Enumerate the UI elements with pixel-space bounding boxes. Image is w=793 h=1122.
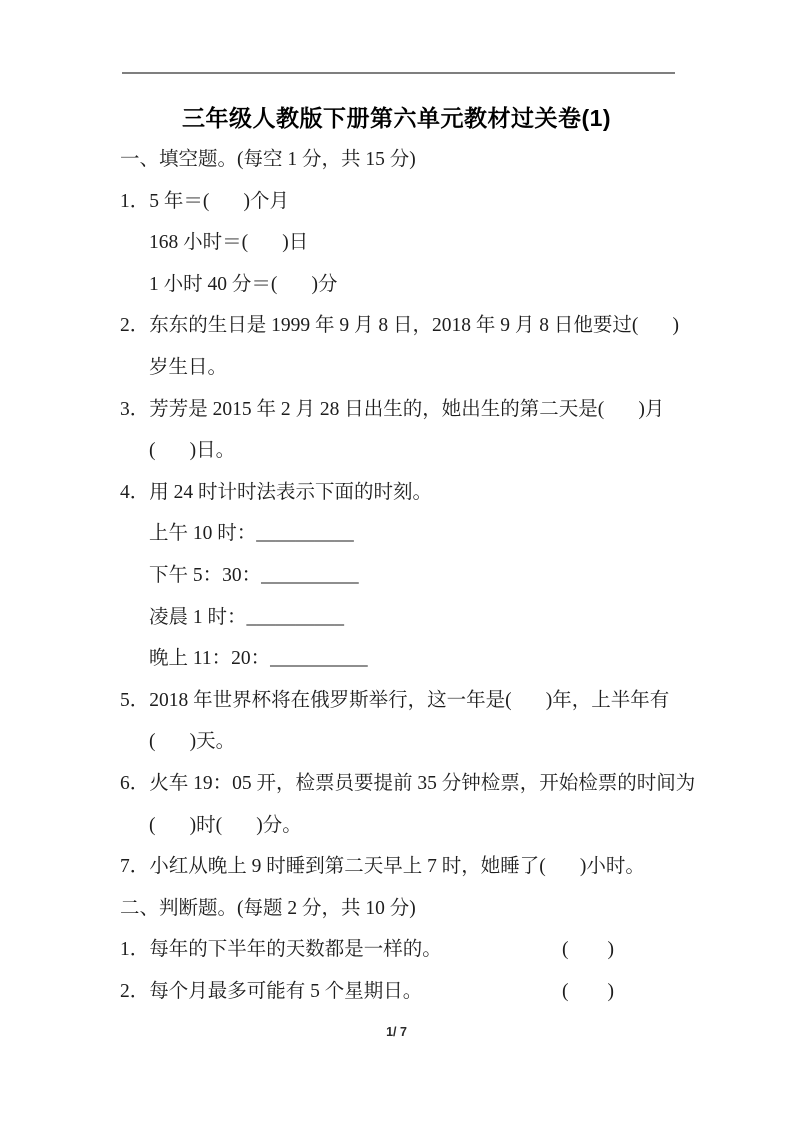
question-line: 1．5 年＝( )个月 (120, 190, 289, 212)
judge-question-text: 2．每个月最多可能有 5 个星期日。 (120, 980, 423, 1002)
question-line: 7．小红从晚上 9 时睡到第二天早上 7 时，她睡了( )小时。 (120, 856, 645, 878)
answer-bracket: ( ) (562, 980, 614, 1002)
question-line: 2．东东的生日是 1999 年 9 月 8 日，2018 年 9 月 8 日他要过( ) (120, 315, 679, 337)
question-sub-line: ( )日。 (149, 440, 236, 462)
question-sub-line: 168 小时＝( )日 (149, 232, 309, 254)
question-sub-line: ( )天。 (149, 731, 236, 753)
answer-bracket: ( ) (562, 939, 614, 961)
page-number: 1/ 7 (386, 1025, 407, 1039)
document-body (120, 139, 696, 1012)
judge-question-line (120, 971, 680, 1013)
blank-answer-line: 凌晨 1 时：__________ (149, 606, 345, 628)
blank-answer-line: 上午 10 时：__________ (149, 523, 354, 545)
judge-question-line (120, 929, 680, 971)
question-line: 4．用 24 时计时法表示下面的时刻。 (120, 481, 433, 503)
question-line: 3．芳芳是 2015 年 2 月 28 日出生的，她出生的第二天是( )月 (120, 398, 665, 420)
header-divider (122, 72, 675, 74)
question-line: 6．火车 19：05 开，检票员要提前 35 分钟检票，开始检票的时间为 (120, 772, 696, 794)
section-heading: 一、填空题。(每空 1 分，共 15 分) (120, 149, 416, 170)
section-heading: 二、判断题。(每题 2 分，共 10 分) (120, 897, 416, 919)
blank-answer-line: 下午 5：30：__________ (149, 564, 359, 586)
question-line: 5．2018 年世界杯将在俄罗斯举行，这一年是( )年，上半年有 (120, 689, 670, 711)
question-sub-line: 1 小时 40 分＝( )分 (149, 273, 338, 295)
question-sub-line: 岁生日。 (149, 356, 228, 378)
question-sub-line: ( )时( )分。 (149, 814, 302, 836)
judge-question-text: 1．每年的下半年的天数都是一样的。 (120, 939, 442, 961)
page-title: 三年级人教版下册第六单元教材过关卷(1) (181, 105, 612, 131)
blank-answer-line: 晚上 11：20：__________ (149, 648, 368, 670)
